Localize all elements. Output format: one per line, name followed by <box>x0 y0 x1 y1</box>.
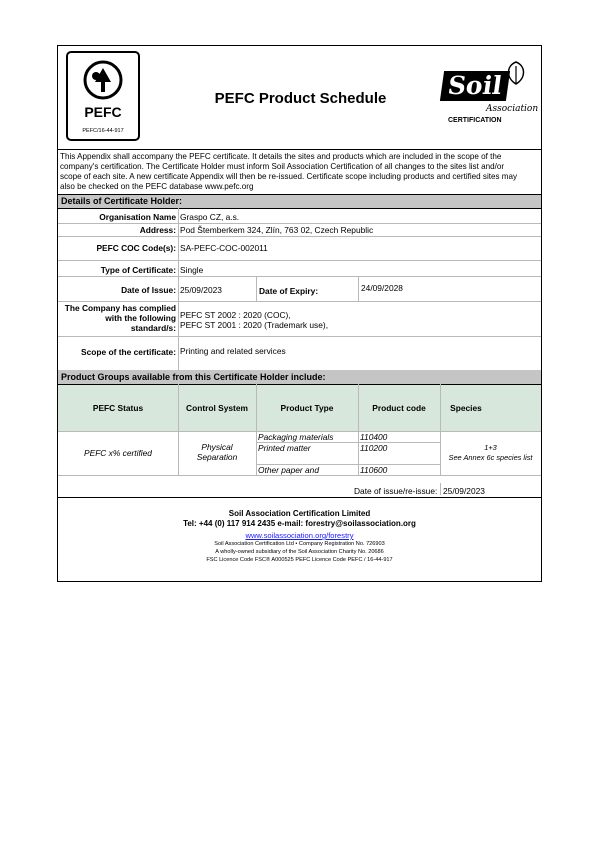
footer-subsidiary: A wholly-owned subsidiary of the Soil Association Charity No. 20686 <box>215 549 384 555</box>
scope-label: Scope of the certificate: <box>81 347 176 357</box>
product-type-row: Printed matter <box>258 443 311 453</box>
expiry-date-label: Date of Expiry: <box>259 286 319 296</box>
products-section-header: Product Groups available from this Certificate Holder include: <box>58 370 541 384</box>
soil-logo-cert: CERTIFICATION <box>448 117 502 124</box>
address-value: Pod Štemberkem 324, Zlín, 763 02, Czech Republic <box>180 225 374 235</box>
col-species: Species <box>450 403 482 413</box>
soil-logo-script: Association <box>486 104 539 114</box>
product-code-row: 110200 <box>360 443 388 453</box>
issue-date-value: 25/09/2023 <box>180 285 222 295</box>
footer-link[interactable]: www.soilassociation.org/forestry <box>245 531 354 540</box>
soil-logo-word: Soil <box>440 71 510 101</box>
page-title: PEFC Product Schedule <box>214 90 387 107</box>
cert-type-label: Type of Certificate: <box>100 265 176 275</box>
pefc-logo-code: PEFC/16-44-917 <box>82 128 124 134</box>
pefc-logo-text: PEFC <box>84 104 122 120</box>
cert-type-value: Single <box>180 265 204 275</box>
standards-list: PEFC ST 2002 : 2020 (COC), PEFC ST 2001 : 2020 (Trademark use), <box>180 310 329 330</box>
leaf-icon <box>502 60 530 86</box>
coc-code-value: SA-PEFC-COC-002011 <box>180 243 268 253</box>
org-name-value: Graspo CZ, a.s. <box>180 212 240 222</box>
control-system-value: Physical Separation <box>196 442 238 462</box>
footer-company: Soil Association Certification Limited <box>228 509 371 518</box>
col-product-code: Product code <box>372 403 426 413</box>
footer-contact: Tel: +44 (0) 117 914 2435 e-mail: forestry@soilassociation.org <box>183 519 416 528</box>
footer-licence: FSC Licence Code FSC® A000525 PEFC Licence Code PEFC / 16-44-917 <box>206 557 393 563</box>
product-code-row: 110400 <box>360 432 388 442</box>
species-value: 1+3 See Annex 6c species list <box>448 443 533 462</box>
soil-association-logo <box>436 60 539 130</box>
pefc-tree-icon <box>83 60 123 100</box>
address-label: Address: <box>139 225 176 235</box>
col-product-type: Product Type <box>280 403 334 413</box>
coc-code-label: PEFC COC Code(s): <box>96 243 176 253</box>
details-section-header: Details of Certificate Holder: <box>58 194 541 208</box>
intro-text: This Appendix shall accompany the PEFC certificate. It details the sites and products which are included in the scope of the company's certification. The Certificate Holder must inform Soil Association Certification of all changes to the sites list and/or scope of each site. A new certificate Appendix will then be re-issued. Certificate scope including products and certified sites may also be checked on the PEFC database www.pefc.org <box>60 152 518 191</box>
product-type-row: Packaging materials <box>258 432 334 442</box>
complied-label: The Company has complied with the following standard/s: <box>64 303 176 333</box>
scope-value: Printing and related services <box>180 346 286 356</box>
product-code-row: 110600 <box>360 465 388 475</box>
pefc-logo <box>66 51 140 141</box>
reissue-date-label: Date of issue/re-issue: <box>354 486 438 496</box>
col-pefc-status: PEFC Status <box>92 403 144 413</box>
footer-registration: Soil Association Certification Ltd • Company Registration No. 726903 <box>214 541 385 547</box>
certificate-frame <box>57 45 542 582</box>
issue-date-label: Date of Issue: <box>121 285 176 295</box>
org-name-label: Organisation Name <box>99 212 176 222</box>
product-type-row: Other paper and <box>258 465 319 475</box>
reissue-date-value: 25/09/2023 <box>443 486 485 496</box>
expiry-date-value: 24/09/2028 <box>361 283 403 293</box>
col-control-system: Control System <box>186 403 248 413</box>
pefc-status-value: PEFC x% certified <box>84 448 152 458</box>
